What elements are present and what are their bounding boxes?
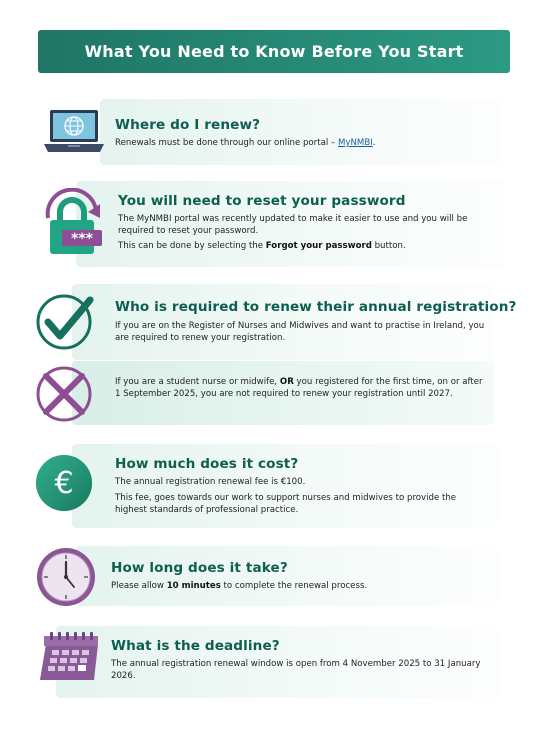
page-banner: What You Need to Know Before You Start — [38, 30, 510, 73]
who-title: Who is required to renew their annual registration? — [115, 299, 517, 315]
time-title: How long does it take? — [111, 560, 288, 576]
padlock-reset-icon — [38, 188, 110, 260]
password-text-2-end: button. — [371, 241, 406, 251]
checkmark-icon — [36, 292, 96, 352]
euro-coin-icon — [36, 453, 96, 513]
renew-text-end: . — [372, 138, 376, 148]
who-no-text-end: you registered for the first time, on or after 1 September 2025, you are not required to renew your registration until 2027. — [115, 377, 483, 399]
who-no-text — [115, 377, 490, 400]
cost-text-2: This fee, goes towards our work to support nurses and midwives to provide the highest standards of professional practice. — [115, 493, 457, 515]
renew-text-start: Renewals must be done through our online portal – — [115, 138, 338, 148]
calendar-icon — [38, 628, 104, 684]
renew-text — [115, 138, 490, 150]
time-text-end: to complete the renewal process. — [220, 581, 368, 591]
forgot-password-label: Forgot your password — [265, 241, 372, 251]
euro-symbol: € — [54, 466, 74, 501]
who-no-text-or: OR — [279, 377, 294, 387]
svg-text:***: *** — [71, 231, 93, 247]
who-yes-text: If you are on the Register of Nurses and Midwives and want to practise in Ireland, you are required to renew your registration. — [115, 321, 485, 343]
password-text-1: The MyNMBI portal was recently updated to make it easier to use and you will be required to reset your password. — [118, 214, 468, 236]
who-no-text-start: If you are a student nurse or midwife, — [115, 377, 280, 387]
password-title: You will need to reset your password — [118, 193, 406, 209]
deadline-text: The annual registration renewal window is open from 4 November 2025 to 31 January 2026. — [111, 659, 481, 681]
time-card — [76, 546, 498, 606]
clock-icon — [36, 546, 98, 608]
password-text-2-start: This can be done by selecting the — [118, 241, 266, 251]
laptop-globe-icon — [42, 108, 106, 156]
time-text-start: Please allow — [111, 581, 167, 591]
cost-text-1: The annual registration renewal fee is €100. — [115, 477, 306, 487]
time-text-duration: 10 minutes — [166, 581, 221, 591]
time-text — [111, 581, 491, 593]
mynmbi-link[interactable]: MyNMBI — [338, 138, 373, 148]
cost-title: How much does it cost? — [115, 456, 299, 472]
renew-title: Where do I renew? — [115, 117, 261, 133]
cross-icon — [36, 364, 96, 424]
deadline-title: What is the deadline? — [111, 638, 280, 654]
password-text-2 — [118, 241, 493, 253]
